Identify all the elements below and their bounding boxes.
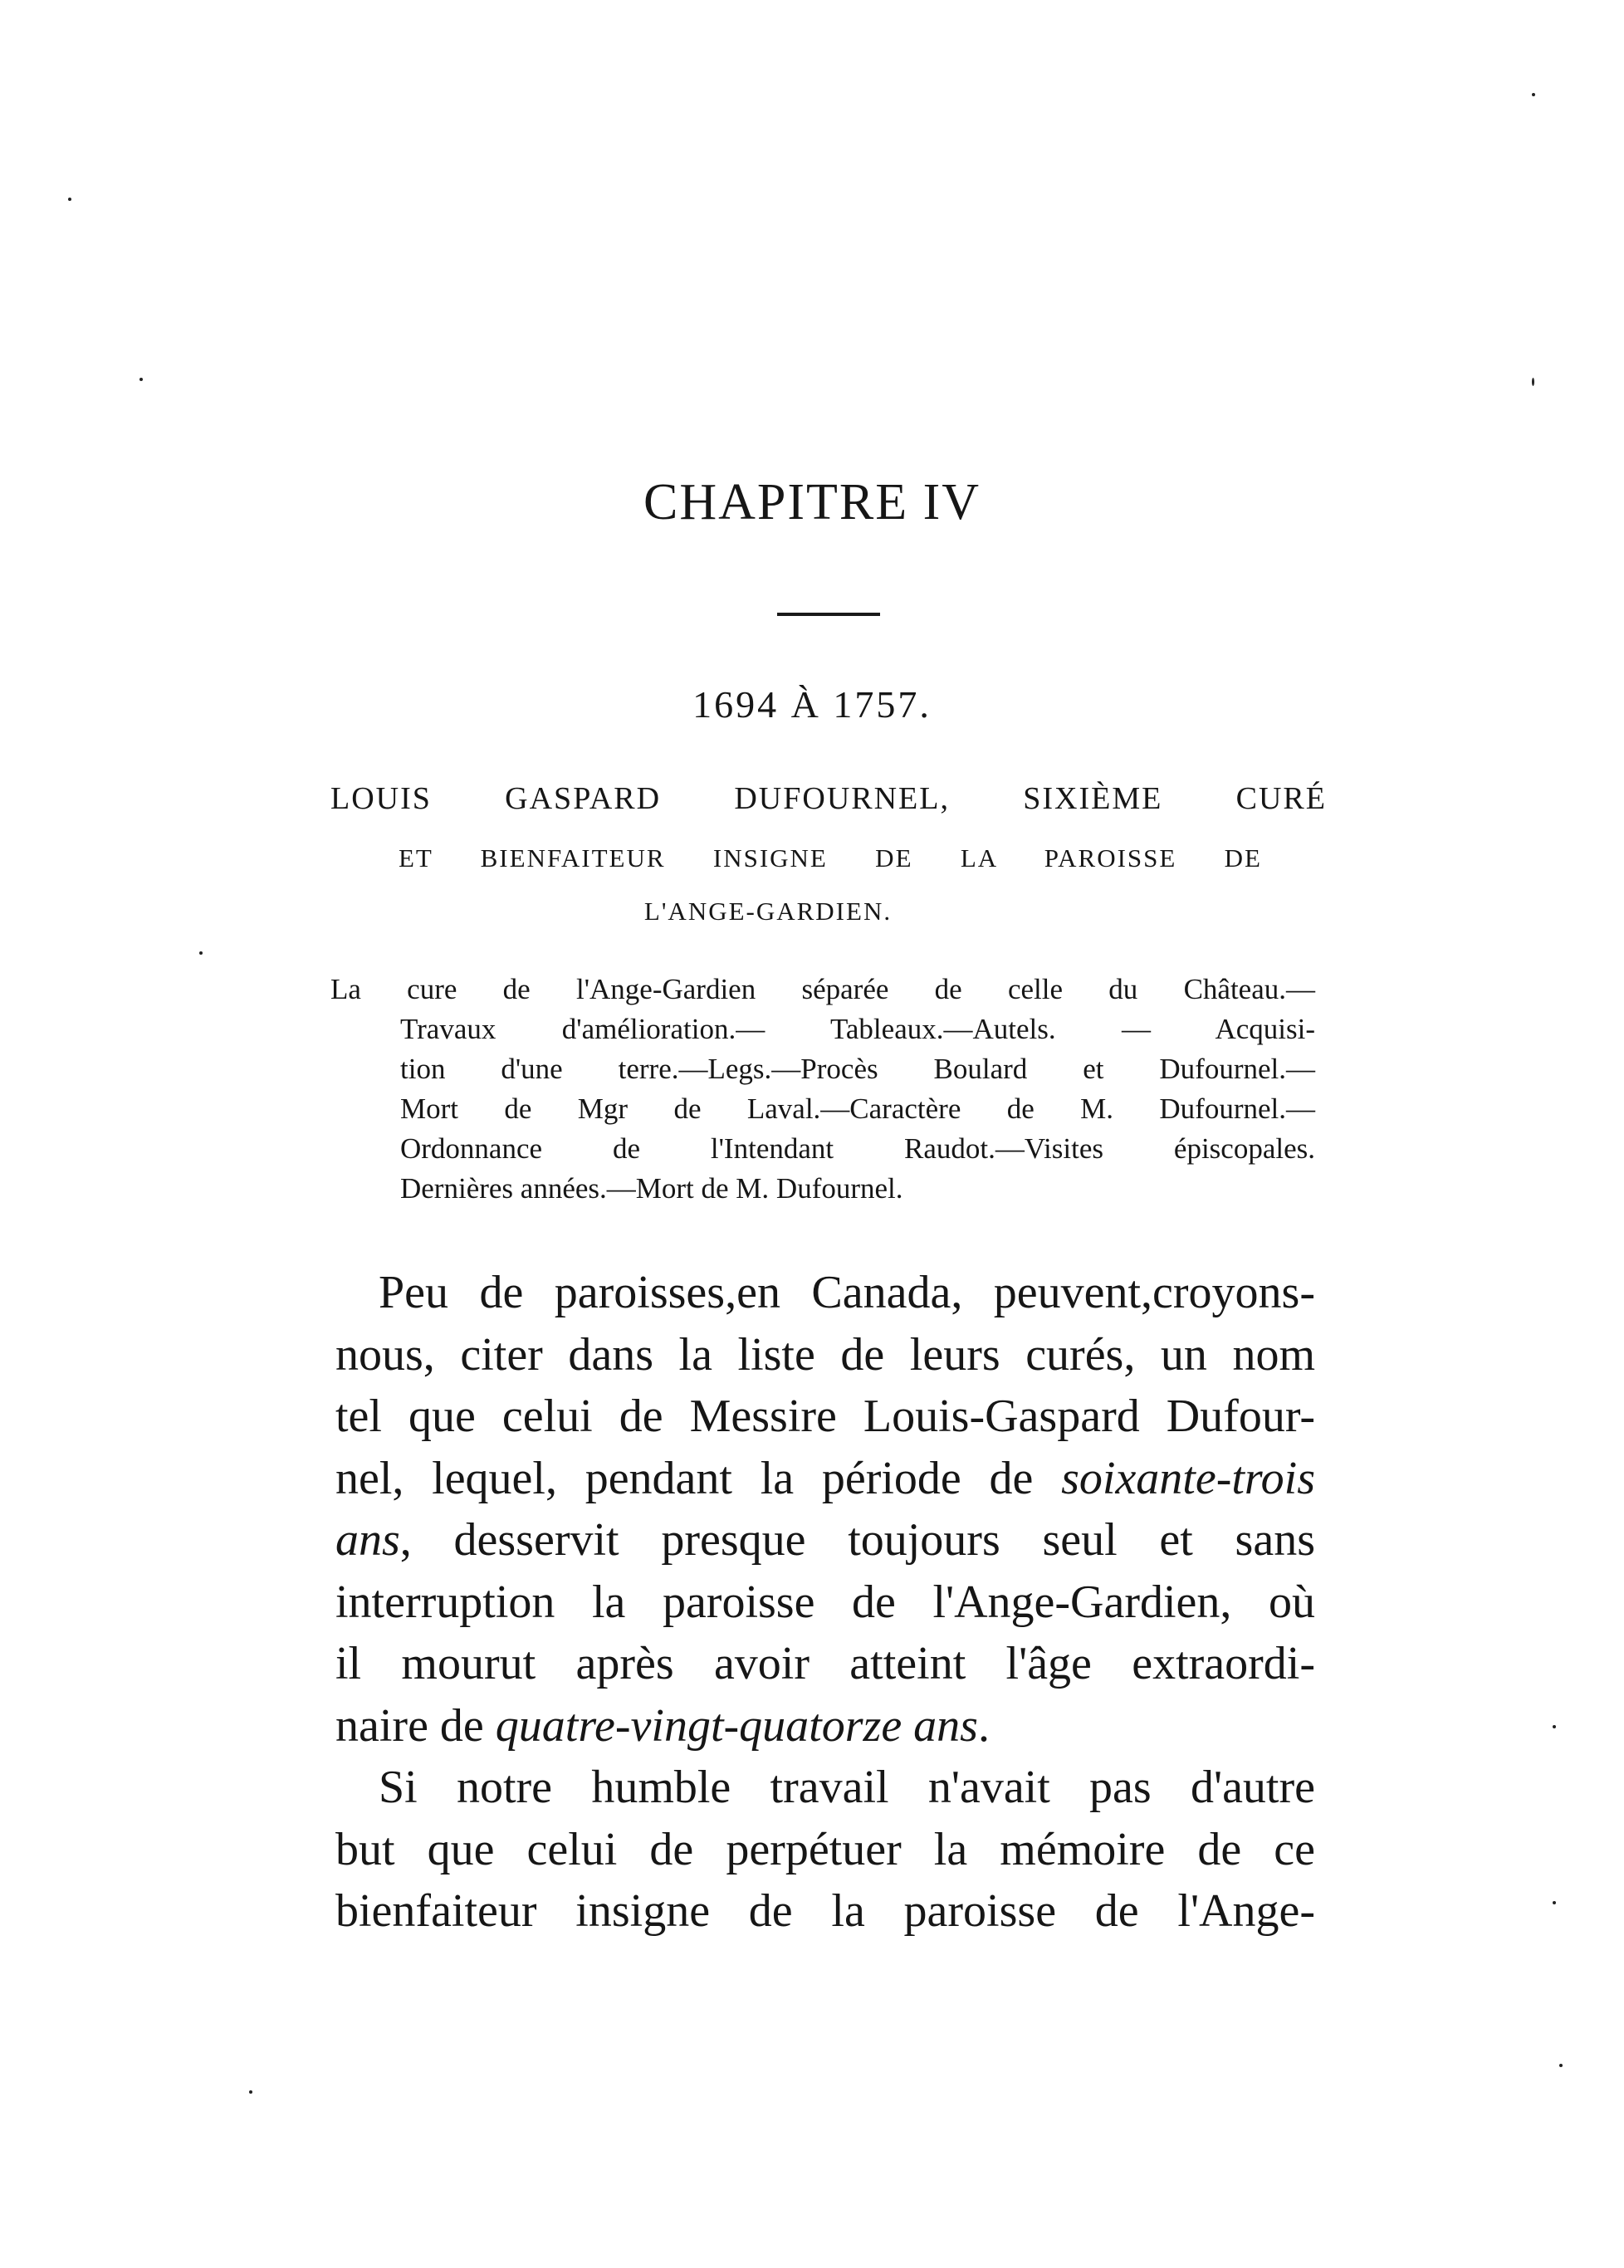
paragraph-1-line <box>335 1695 1315 1757</box>
paragraph-2-line: but que celui de perpétuer la mémoire de ce <box>335 1823 1315 1875</box>
scan-speck <box>199 951 203 955</box>
scan-speck <box>139 378 143 381</box>
scan-speck <box>1532 93 1535 96</box>
scan-speck <box>249 2090 252 2094</box>
chapter-subtitle-line-3: L'ANGE-GARDIEN. <box>643 897 893 926</box>
paragraph-1-line <box>335 1448 1315 1510</box>
paragraph-1-line: interruption la paroisse de l'Ange-Gardien, où <box>335 1576 1315 1628</box>
summary-line: Ordonnance de l'Intendant Raudot.—Visites épiscopales. <box>400 1132 1315 1165</box>
body-text <box>335 1262 1315 1943</box>
paragraph-1-line: nous, citer dans la liste de leurs curés, un nom <box>335 1328 1315 1381</box>
chapter-summary <box>330 970 1315 1209</box>
text-run: nel, lequel, pendant la période de <box>335 1452 1062 1504</box>
text-run: naire de <box>335 1699 496 1752</box>
chapter-title: CHAPITRE IV <box>643 474 981 530</box>
scan-speck <box>1553 1901 1556 1904</box>
paragraph-2-line: bienfaiteur insigne de la paroisse de l'Ange- <box>335 1885 1315 1937</box>
summary-line: Mort de Mgr de Laval.—Caractère de M. Dufournel.— <box>400 1092 1315 1125</box>
paragraph-1-line: il mourut après avoir atteint l'âge extraordi- <box>335 1638 1315 1689</box>
summary-line: Dernières années.—Mort de M. Dufournel. <box>400 1172 903 1205</box>
scan-speck <box>1559 2064 1563 2067</box>
summary-line: tion d'une terre.—Legs.—Procès Boulard et Dufournel.— <box>400 1053 1315 1085</box>
italic-text-run: ans <box>335 1514 400 1566</box>
chapter-subtitle-line-1: LOUIS GASPARD DUFOURNEL, SIXIÈME CURÉ <box>330 781 1327 816</box>
text-run: , desservit presque toujours seul et sans <box>399 1514 1315 1566</box>
chapter-subtitle-line-2: ET BIENFAITEUR INSIGNE DE LA PAROISSE DE <box>399 843 1262 872</box>
title-rule <box>777 613 880 616</box>
scan-speck <box>1532 378 1534 386</box>
summary-line: Travaux d'amélioration.— Tableaux.—Autels. — Acquisi- <box>400 1013 1315 1045</box>
text-run: . <box>977 1699 990 1752</box>
italic-text-run: soixante-trois <box>1061 1452 1315 1504</box>
paragraph-1-line: tel que celui de Messire Louis-Gaspard Dufour- <box>335 1391 1315 1442</box>
paragraph-2-line: Si notre humble travail n'avait pas d'autre <box>379 1762 1315 1813</box>
paragraph-1-line <box>335 1509 1315 1571</box>
summary-line: La cure de l'Ange-Gardien séparée de celle du Château.— <box>330 973 1315 1005</box>
italic-text-run: quatre-vingt-quatorze ans <box>495 1699 978 1752</box>
paragraph-1-line: Peu de paroisses,en Canada, peuvent,croyons- <box>379 1267 1315 1318</box>
scan-speck <box>68 198 71 201</box>
chapter-dates: 1694 À 1757. <box>692 683 932 726</box>
scan-speck <box>1553 1725 1556 1728</box>
